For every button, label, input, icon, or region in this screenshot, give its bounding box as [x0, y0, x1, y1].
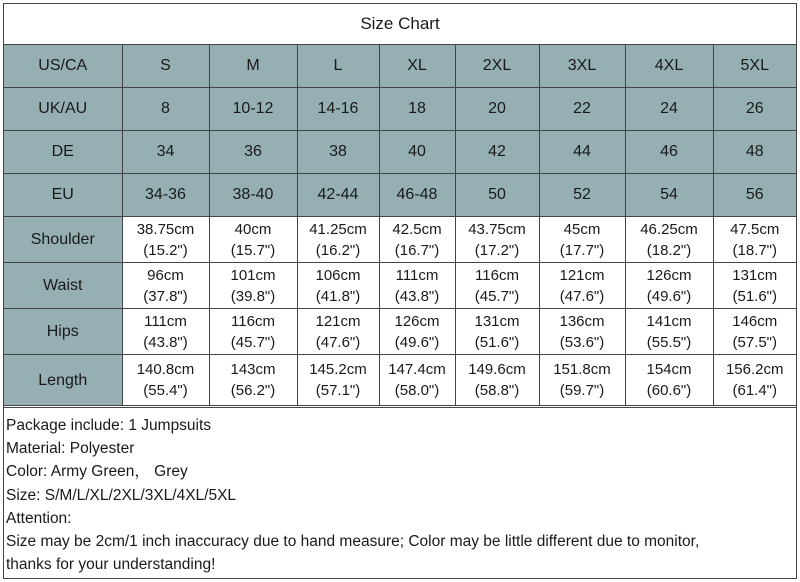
cell-inch: (16.2"): [315, 241, 361, 259]
cell: [455, 217, 539, 263]
cell: 54: [625, 174, 713, 217]
cell-inch: (15.7"): [230, 241, 276, 259]
cell-inch: (41.8"): [315, 287, 361, 305]
cell-inch: (59.7"): [559, 382, 605, 399]
cell-inch: (47.6"): [315, 333, 361, 351]
cell-cm: 146cm: [732, 312, 778, 330]
product-notes: [4, 407, 796, 576]
row-shoulder: [4, 217, 796, 263]
cell: 52: [539, 174, 625, 217]
cell: 46-48: [379, 174, 455, 217]
cell-cm: 96cm: [147, 266, 184, 284]
cell: [713, 355, 796, 406]
row-label: EU: [4, 174, 122, 217]
row-label: Length: [4, 355, 122, 406]
row-hips: [4, 309, 796, 355]
row-de: [4, 131, 796, 174]
cell-cm: 47.5cm: [730, 220, 780, 238]
cell: [297, 263, 379, 309]
cell-cm: 126cm: [646, 266, 692, 284]
note-thanks: thanks for your understanding!: [6, 556, 216, 574]
row-length: [4, 355, 796, 406]
cell: 34-36: [122, 174, 209, 217]
cell: [539, 309, 625, 355]
cell: S: [122, 45, 209, 88]
cell: [625, 355, 713, 406]
cell-inch: (55.4"): [143, 382, 188, 399]
cell: [455, 263, 539, 309]
cell: 36: [209, 131, 297, 174]
cell: [122, 355, 209, 406]
cell-cm: 116cm: [475, 266, 519, 284]
cell-cm: 106cm: [315, 266, 361, 284]
size-chart-frame: [3, 3, 797, 579]
cell-cm: 43.75cm: [468, 220, 526, 238]
cell-cm: 156.2cm: [725, 361, 784, 378]
cell-cm: 116cm: [231, 312, 275, 330]
cell: 24: [625, 88, 713, 131]
cell-cm: 111cm: [395, 266, 439, 284]
cell-inch: (56.2"): [230, 382, 276, 399]
row-uk-au: [4, 88, 796, 131]
cell: [713, 309, 796, 355]
cell: 14-16: [297, 88, 379, 131]
cell: 22: [539, 88, 625, 131]
cell-cm: 45cm: [563, 220, 601, 238]
cell: 50: [455, 174, 539, 217]
cell: [539, 263, 625, 309]
size-table: [4, 44, 796, 406]
cell-inch: (45.7"): [474, 287, 520, 305]
cell-inch: (17.2"): [474, 241, 520, 259]
cell: [379, 355, 455, 406]
row-label: US/CA: [4, 45, 122, 88]
cell-cm: 111cm: [144, 312, 187, 330]
cell-cm: 46.25cm: [640, 220, 698, 238]
cell-inch: (43.8"): [143, 333, 188, 351]
note-attention: Attention:: [6, 509, 72, 527]
cell: M: [209, 45, 297, 88]
cell-inch: (49.6"): [646, 287, 692, 305]
cell-inch: (18.7"): [732, 241, 777, 259]
cell-cm: 40cm: [234, 220, 272, 238]
cell-inch: (57.5"): [732, 333, 777, 351]
cell: 56: [713, 174, 796, 217]
cell-inch: (39.8"): [230, 287, 276, 305]
cell: L: [297, 45, 379, 88]
cell: 42: [455, 131, 539, 174]
cell: [122, 263, 209, 309]
cell-cm: 149.6cm: [468, 361, 526, 378]
cell-inch: (17.7"): [559, 241, 605, 259]
row-us-ca: [4, 45, 796, 88]
cell: 46: [625, 131, 713, 174]
cell-cm: 121cm: [559, 266, 605, 284]
cell-inch: (58.0"): [394, 382, 440, 399]
cell-inch: (53.6"): [559, 333, 605, 351]
cell: XL: [379, 45, 455, 88]
cell-inch: (60.6"): [646, 382, 692, 399]
cell: [713, 217, 796, 263]
cell: 10-12: [209, 88, 297, 131]
cell-cm: 131cm: [732, 266, 778, 284]
cell-cm: 121cm: [315, 312, 361, 330]
cell-inch: (15.2"): [143, 241, 188, 259]
cell: 20: [455, 88, 539, 131]
cell: 40: [379, 131, 455, 174]
cell: [379, 217, 455, 263]
row-waist: [4, 263, 796, 309]
cell: 38: [297, 131, 379, 174]
cell-cm: 154cm: [646, 361, 692, 378]
row-eu: [4, 174, 796, 217]
cell: [297, 309, 379, 355]
cell: 26: [713, 88, 796, 131]
cell: [209, 355, 297, 406]
cell: [539, 217, 625, 263]
cell-inch: (43.8"): [394, 287, 440, 305]
cell: [625, 217, 713, 263]
cell: [379, 309, 455, 355]
cell: 3XL: [539, 45, 625, 88]
cell: [455, 355, 539, 406]
cell: [209, 263, 297, 309]
cell: [122, 309, 209, 355]
cell-inch: (16.7"): [394, 241, 440, 259]
chart-title: Size Chart: [4, 4, 796, 45]
cell-cm: 101cm: [230, 266, 276, 284]
cell: [625, 309, 713, 355]
row-label: UK/AU: [4, 88, 122, 131]
cell: [209, 217, 297, 263]
cell: 5XL: [713, 45, 796, 88]
cell-cm: 145.2cm: [309, 361, 367, 378]
cell: [539, 355, 625, 406]
cell: [455, 309, 539, 355]
cell: 4XL: [625, 45, 713, 88]
cell-cm: 143cm: [230, 361, 276, 378]
cell-cm: 41.25cm: [309, 220, 367, 238]
cell-cm: 141cm: [646, 312, 692, 330]
cell: [713, 263, 796, 309]
row-label: Shoulder: [4, 217, 122, 263]
note-size: Size: S/M/L/XL/2XL/3XL/4XL/5XL: [6, 486, 237, 504]
cell: [379, 263, 455, 309]
cell-inch: (55.5"): [646, 333, 692, 351]
note-package: Package include: 1 Jumpsuits: [6, 417, 212, 434]
cell: [297, 355, 379, 406]
row-label: DE: [4, 131, 122, 174]
cell-inch: (49.6"): [394, 333, 440, 351]
cell-inch: (47.6"): [559, 287, 605, 305]
row-label: Hips: [4, 309, 122, 355]
cell-inch: (57.1"): [315, 382, 361, 399]
note-color: Color: Army Green， Grey: [6, 463, 188, 481]
cell-cm: 42.5cm: [392, 220, 442, 238]
note-material: Material: Polyester: [6, 440, 135, 458]
cell-cm: 151.8cm: [553, 361, 611, 378]
cell: 48: [713, 131, 796, 174]
cell: 8: [122, 88, 209, 131]
row-label: Waist: [4, 263, 122, 309]
cell-inch: (45.7"): [230, 333, 276, 351]
cell-cm: 131cm: [474, 312, 520, 330]
cell: 2XL: [455, 45, 539, 88]
cell-cm: 140.8cm: [136, 361, 195, 378]
cell: [297, 217, 379, 263]
cell: [122, 217, 209, 263]
cell-inch: (51.6"): [732, 287, 777, 305]
cell-cm: 147.4cm: [388, 361, 446, 378]
cell: 18: [379, 88, 455, 131]
note-inaccuracy: Size may be 2cm/1 inch inaccuracy due to hand measure; Color may be little different due to monitor,: [6, 533, 700, 551]
cell-cm: 38.75cm: [136, 220, 195, 238]
cell-inch: (37.8"): [143, 287, 188, 305]
cell: 34: [122, 131, 209, 174]
cell: [625, 263, 713, 309]
size-table-body: [4, 45, 796, 406]
cell-inch: (51.6"): [474, 333, 520, 351]
cell: [209, 309, 297, 355]
cell-inch: (18.2"): [646, 241, 692, 259]
cell-cm: 136cm: [559, 312, 605, 330]
cell-cm: 126cm: [394, 312, 440, 330]
cell: 44: [539, 131, 625, 174]
cell-inch: (58.8"): [474, 382, 520, 399]
cell: 38-40: [209, 174, 297, 217]
cell: 42-44: [297, 174, 379, 217]
cell-inch: (61.4"): [732, 382, 777, 399]
